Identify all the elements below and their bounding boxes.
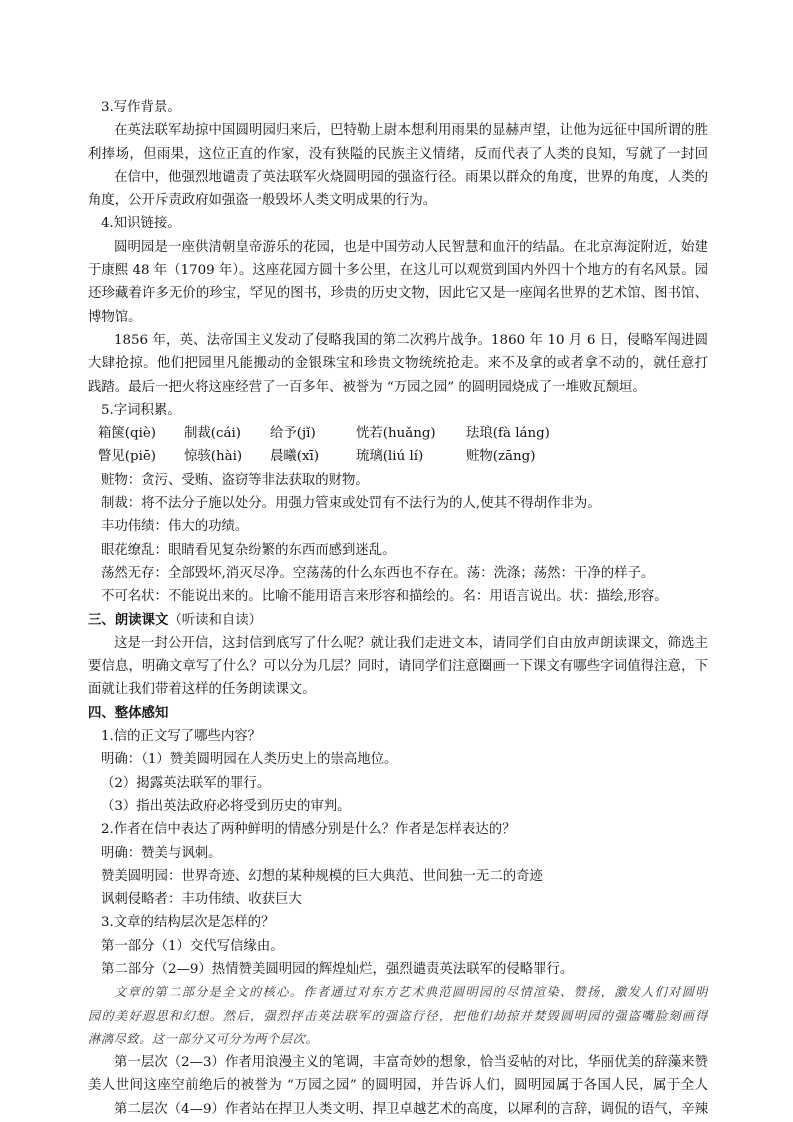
question-line: 2.作者在信中表达了两种鲜明的情感分别是什么？作者是怎样表达的？: [101, 822, 516, 838]
section-heading-knowledge-link: 4.知识链接。: [101, 216, 181, 232]
commentary-line: 文章的第二部分是全文的核心。作者通过对东方艺术典范圆明园的尽情渲染、赞扬，激发人们对圆明: [114, 985, 708, 1000]
answer-line: 第二部分（2—9）热情赞美圆明园的辉煌灿烂，强烈谴责英法联军的侵略罪行。: [101, 961, 574, 977]
vocab-row: [88, 422, 708, 445]
definition-line: 制裁：将不法分子施以处分。用强力管束或处罚有不法行为的人,使其不得胡作非为。: [101, 496, 601, 512]
vocab-item: 箱箧(qiè): [98, 426, 157, 442]
paragraph-line: 第一层次（2—3）作者用浪漫主义的笔调，丰富奇妙的想象，恰当妥帖的对比，华丽优美的辞藻来赞: [114, 1055, 708, 1071]
paragraph-line: 利捧场，但雨果，这位正直的作家，没有狭隘的民族主义情绪，反而代表了人类的良知，写就了一封回: [88, 146, 708, 162]
paragraph-line: 于康熙 48 年（1709 年）。这座花园方圆十多公里，在这儿可以观赏到国内外四十个地方的有名风景。园: [88, 263, 708, 279]
vocab-item: 琉璃(liú lí): [356, 449, 424, 465]
vocab-item: 瞥见(piē): [98, 449, 157, 465]
paragraph-line: 面就让我们带着这样的任务朗读课文。: [88, 682, 316, 698]
paragraph-line: 第二层次（4—9）作者站在捍卫人类文明、捍卫卓越艺术的高度，以犀利的言辞，调侃的语气，辛辣: [114, 1101, 708, 1117]
answer-line: 第一部分（1）交代写信缘由。: [101, 938, 284, 954]
answer-line: （2）揭露英法联军的罪行。: [101, 775, 271, 791]
answer-line: 明确：赞美与讽刺。: [101, 845, 222, 861]
vocab-item: 给予(jǐ): [270, 426, 316, 442]
paragraph-line: 这是一封公开信，这封信到底写了什么呢？就让我们走进文本，请同学们自由放声朗读课文，筛选主: [114, 635, 708, 651]
paragraph-line: 大肆抢掠。他们把园里凡能搬动的金银珠宝和珍贵文物统统抢走。来不及拿的或者拿不动的，就任意打: [88, 356, 708, 372]
section-heading-overall: 四、整体感知: [88, 705, 169, 721]
vocab-row: [88, 445, 708, 468]
paragraph-line: 博物馆。: [88, 309, 142, 325]
vocab-item: 珐琅(fà láng): [466, 426, 550, 442]
paragraph-line: 在信中，他强烈地谴责了英法联军火烧圆明园的强盗行径。雨果以群众的角度，世界的角度，人类的: [114, 169, 708, 185]
commentary-line: 淋漓尽致。这一部分又可分为两个层次。: [88, 1031, 319, 1046]
answer-line: 讽刺侵略者：丰功伟绩、收获巨大: [101, 892, 302, 908]
section-heading-reading: [88, 609, 708, 632]
section-heading-writing-background: 3.写作背景。: [101, 100, 181, 115]
vocab-item: 赃物(zāng): [466, 449, 536, 465]
definition-line: 赃物：贪污、受贿、盗窃等非法获取的财物。: [101, 472, 369, 488]
section-heading-reading-title: 三、朗读课文: [88, 612, 169, 628]
question-line: 3.文章的结构层次是怎样的？: [101, 915, 275, 931]
vocab-item: 恍若(huǎng): [356, 426, 436, 442]
paragraph-line: 践踏。最后一把火将这座经营了一百多年、被誉为 “万园之园” 的圆明园烧成了一堆败瓦颓垣。: [88, 379, 646, 395]
document-page: [88, 96, 708, 1121]
paragraph-line: 还珍藏着许多无价的珍宝，罕见的图书，珍贵的历史文物，因此它又是一座闻名世界的艺术馆、图书馆、: [88, 286, 708, 302]
answer-line: 赞美圆明园：世界奇迹、幻想的某种规模的巨大典范、世间独一无二的奇迹: [101, 868, 543, 884]
section-heading-reading-sub: （听读和自读）: [168, 612, 263, 628]
paragraph-line: 在英法联军劫掠中国圆明园归来后，巴特勒上尉本想利用雨果的显赫声望，让他为远征中国所谓的胜: [114, 123, 708, 139]
answer-line: （3）指出英法政府必将受到历史的审判。: [101, 798, 351, 814]
vocab-item: 制裁(cái): [184, 426, 241, 442]
definition-line: 荡然无存：全部毁坏,消灭尽净。空荡荡的什么东西也不存在。荡：洗涤；荡然：干净的样子。: [101, 565, 655, 581]
paragraph-line: 角度，公开斥责政府如强盗一般毁坏人类文明成果的行为。: [88, 193, 437, 209]
commentary-line: 园的美好遐思和幻想。然后，强烈抨击英法联军的强盗行径，把他们劫掠并焚毁圆明园的强盗嘴脸刻画得: [88, 1008, 708, 1023]
paragraph-line: 要信息，明确文章写了什么？可以分为几层？同时，请同学们注意圈画一下课文有哪些字词值得注意，下: [88, 659, 708, 675]
section-heading-vocabulary: 5.字词积累。: [101, 402, 181, 418]
paragraph-line: 1856 年，英、法帝国主义发动了侵略我国的第二次鸦片战争。1860 年 10 月 6 日，侵略军闯进圆: [114, 332, 708, 348]
question-line: 1.信的正文写了哪些内容？: [101, 729, 262, 745]
definition-line: 丰功伟绩：伟大的功绩。: [101, 519, 249, 535]
vocab-item: 惊骇(hài): [184, 449, 243, 465]
paragraph-line: 美人世间这座空前绝后的被誉为 “万园之园” 的圆明园，并告诉人们，圆明园属于各国人民，属于全人: [88, 1078, 708, 1094]
definition-line: 眼花缭乱：眼睛看见复杂纷繁的东西而感到迷乱。: [101, 542, 396, 558]
definition-line: 不可名状：不能说出来的。比喻不能用语言来形容和描绘的。名：用语言说出。状：描绘,形容。: [101, 589, 668, 605]
answer-line: 明确：（1）赞美圆明园在人类历史上的崇高地位。: [101, 752, 398, 768]
paragraph-line: 圆明园是一座供清朝皇帝游乐的花园，也是中国劳动人民智慧和血汗的结晶。在北京海淀附近，始建: [114, 239, 708, 255]
vocab-item: 晨曦(xī): [270, 449, 320, 465]
